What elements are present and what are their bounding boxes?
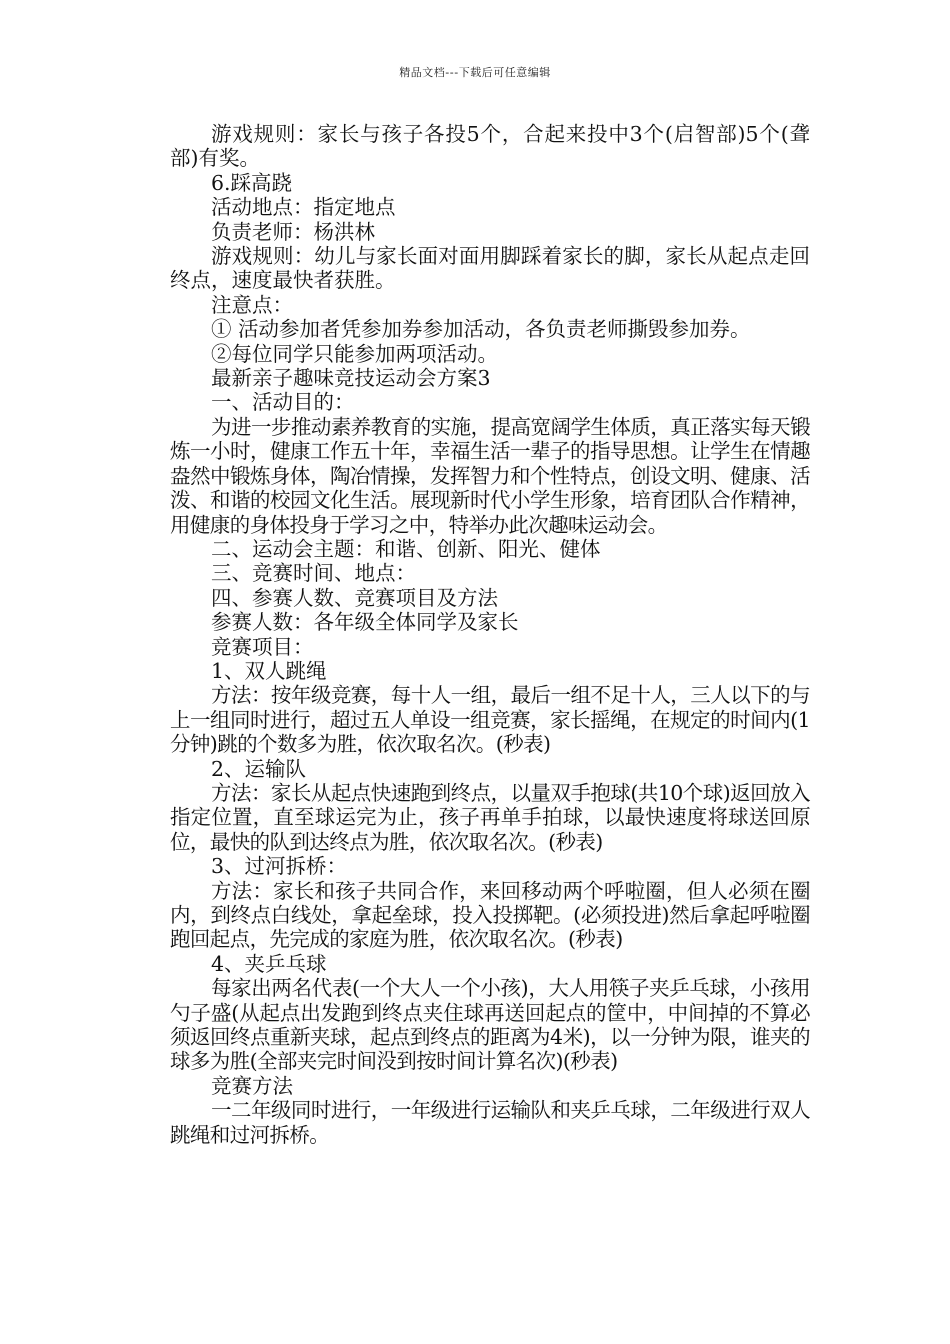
paragraph-event-1-method: 方法：按年级竞赛，每十人一组，最后一组不足十人，三人以下的与上一组同时进行，超过五人单设一组竞赛，家长摇绳，在规定的时间内(1分钟)跳的个数多为胜，依次取名次。(秒表) xyxy=(170,683,810,757)
page-header: 精品文档---下载后可任意编辑 xyxy=(399,66,551,79)
paragraph-game-rules-stilts: 游戏规则：幼儿与家长面对面用脚踩着家长的脚，家长从起点走回终点，速度最快者获胜。 xyxy=(170,244,810,293)
heading-notes: 注意点： xyxy=(211,292,293,317)
heading-theme: 二、运动会主题：和谐、创新、阳光、健体 xyxy=(211,536,601,561)
paragraph-event-2-method: 方法：家长从起点快速跑到终点，以量双手抱球(共10个球)返回放入指定位置，直至球运完为止，孩子再单手拍球，以最快速度将球送回原位，最快的队到达终点为胜，依次取名次。(秒表) xyxy=(170,780,810,854)
paragraph-competition-method: 一二年级同时进行，一年级进行运输队和夹乒乓球，二年级进行双人跳绳和过河拆桥。 xyxy=(170,1098,810,1147)
heading-event-3: 3、过河拆桥： xyxy=(211,854,348,879)
paragraph-participants: 参赛人数：各年级全体同学及家长 xyxy=(211,610,519,635)
paragraph-location: 活动地点：指定地点 xyxy=(211,195,396,220)
paragraph-event-3-method: 方法：家长和孩子共同合作，来回移动两个呼啦圈，但人必须在圈内，到终点白线处，拿起垒球，投入投掷靶。(必须投进)然后拿起呼啦圈跑回起点，先完成的家庭为胜，依次取名次。(秒表) xyxy=(170,878,810,952)
heading-event-1: 1、双人跳绳 xyxy=(211,658,327,683)
heading-event-2: 2、运输队 xyxy=(211,756,307,781)
paragraph-purpose: 为进一步推动素养教育的实施，提高宽阔学生体质，真正落实每天锻炼一小时，健康工作五十年，幸福生活一辈子的指导思想。让学生在情趣盎然中锻炼身体，陶冶情操，发挥智力和个性特点，创设文明、健康、活泼、和谐的校园文化生活。展现新时代小学生形象，培育团队合作精神，用健康的身体投身于学习之中，特举办此次趣味运动会。 xyxy=(170,414,810,537)
heading-events: 竞赛项目： xyxy=(211,634,314,659)
heading-purpose: 一、活动目的： xyxy=(211,390,355,415)
heading-plan-3: 最新亲子趣味竞技运动会方案3 xyxy=(211,366,491,391)
heading-event-4: 4、夹乒乓球 xyxy=(211,951,327,976)
heading-stilts: 6.踩高跷 xyxy=(211,170,293,195)
paragraph-note-1: ① 活动参加者凭参加券参加活动，各负责老师撕毁参加券。 xyxy=(211,317,751,342)
paragraph-note-2: ②每位同学只能参加两项活动。 xyxy=(211,341,498,366)
heading-time-place: 三、竞赛时间、地点： xyxy=(211,561,416,586)
document-body xyxy=(170,122,810,1147)
paragraph-teacher: 负责老师：杨洪林 xyxy=(211,219,375,244)
paragraph-event-4-method: 每家出两名代表(一个大人一个小孩)，大人用筷子夹乒乓球，小孩用勺子盛(从起点出发跑到终点夹住球再送回起点的筐中，中间掉的不算必须返回终点重新夹球，起点到终点的距离为4米)，以一分钟为限，谁夹的球多为胜(全部夹完时间没到按时间计算名次)(秒表) xyxy=(170,976,810,1074)
heading-competition-method: 竞赛方法 xyxy=(211,1073,293,1098)
heading-participants-events: 四、参赛人数、竞赛项目及方法 xyxy=(211,585,498,610)
paragraph-game-rules-throw: 游戏规则：家长与孩子各投5个，合起来投中3个(启智部)5个(聋部)有奖。 xyxy=(170,122,810,171)
